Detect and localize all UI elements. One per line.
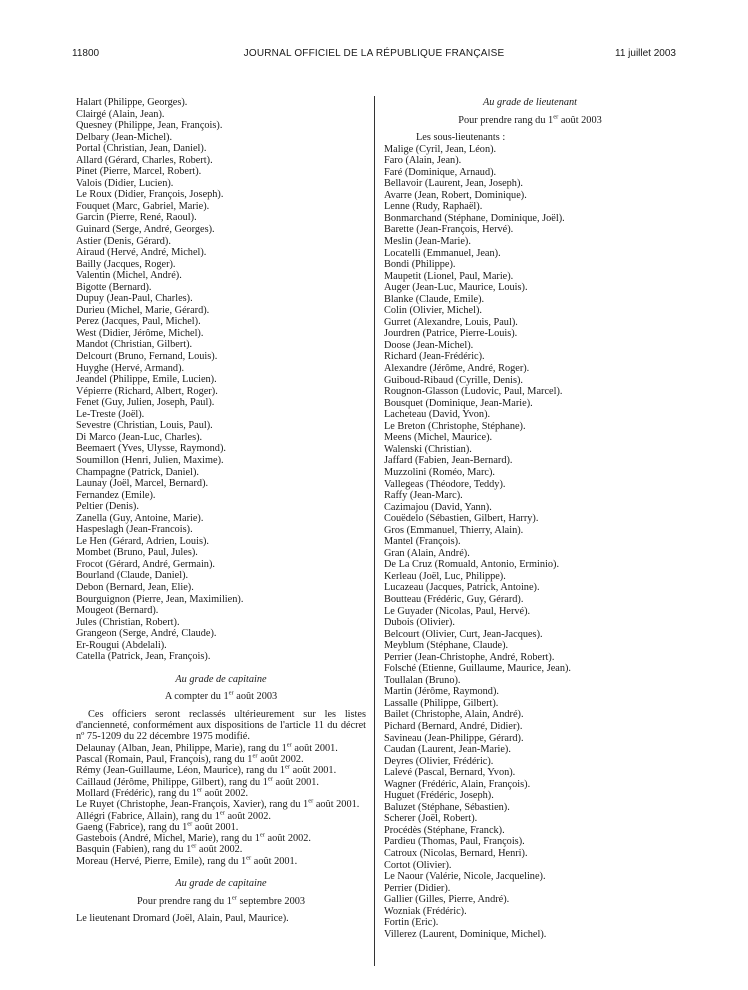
list-item: Avarre (Jean, Robert, Dominique). <box>384 189 527 201</box>
list-item: Faré (Dominique, Arnaud). <box>384 166 497 178</box>
list-item: Fenet (Guy, Julien, Joseph, Paul). <box>76 397 215 409</box>
list-item: Richard (Jean-Frédéric). <box>384 351 485 363</box>
list-item: Delcourt (Bruno, Fernand, Louis). <box>76 351 218 363</box>
list-item: Durieu (Michel, Marie, Gérard). <box>76 304 210 316</box>
column-divider <box>374 96 375 966</box>
list-item: Valois (Didier, Lucien). <box>76 177 174 189</box>
list-item: Mandot (Christian, Gilbert). <box>76 339 193 351</box>
list-item: Baluzet (Stéphane, Sébastien). <box>384 801 510 813</box>
list-item: Gran (Alain, André). <box>384 547 470 559</box>
list-item: Bondi (Philippe). <box>384 259 456 271</box>
list-item: Bousquet (Dominique, Jean-Marie). <box>384 397 533 409</box>
officer-list-left <box>76 97 366 663</box>
list-item: Soumillon (Henri, Julien, Maxime). <box>76 454 224 466</box>
list-item: Guiboud-Ribaud (Cyrille, Denis). <box>384 374 523 386</box>
list-item: Le Ruyet (Christophe, Jean-François, Xavier), rang du 1er août 2001. <box>76 797 360 811</box>
list-item: Meslin (Jean-Marie). <box>384 236 471 248</box>
section-subheading-date-3: Pour prendre rang du 1er août 2003 <box>458 113 602 126</box>
list-item: Bellavoir (Laurent, Jean, Joseph). <box>384 178 523 190</box>
list-item: Beemaert (Yves, Ulysse, Raymond). <box>76 443 226 455</box>
list-item: Jourdren (Patrice, Pierre-Louis). <box>384 328 518 340</box>
group-label: Les sous-lieutenants : <box>416 132 506 144</box>
list-item: Kerleau (Joël, Luc, Philippe). <box>384 570 506 582</box>
spacer <box>76 867 366 878</box>
list-item: De La Cruz (Romuald, Antonio, Erminio). <box>384 559 560 571</box>
list-item: Gros (Emmanuel, Thierry, Alain). <box>384 524 524 536</box>
list-item: Zanella (Guy, Antoine, Marie). <box>76 512 204 524</box>
list-item: Jeandel (Philippe, Emile, Lucien). <box>76 374 217 386</box>
list-item: Colin (Olivier, Michel). <box>384 305 482 317</box>
list-item: Doose (Jean-Michel). <box>384 339 474 351</box>
list-item: Frocot (Gérard, André, Germain). <box>76 558 215 570</box>
list-item: Mantel (François). <box>384 536 461 548</box>
list-item: Savineau (Jean-Philippe, Gérard). <box>384 732 524 744</box>
reclassification-paragraph: Ces officiers seront reclassés ultérieurement sur les listes d'ancienneté, conformément aux dispositions de l'article 11 du décret nº 75-1209 du 22 décembre 1975 modifié. <box>76 708 366 743</box>
list-item: Folsché (Etienne, Guillaume, Maurice, Jean). <box>384 663 571 675</box>
list-item: Lalevé (Pascal, Bernard, Yvon). <box>384 767 516 779</box>
list-item: Pascal (Romain, Paul, François), rang du 1er août 2002. <box>76 752 304 766</box>
list-item: Delbary (Jean-Michel). <box>76 131 173 143</box>
list-item: Martin (Jérôme, Raymond). <box>384 686 499 698</box>
list-item: Lassalle (Philippe, Gilbert). <box>384 697 499 709</box>
list-item: Airaud (Hervé, André, Michel). <box>76 247 207 259</box>
list-item: Lacheteau (David, Yvon). <box>384 409 491 421</box>
list-item: Le lieutenant Dromard (Joël, Alain, Paul, Maurice). <box>76 913 289 925</box>
list-item: Caillaud (Jérôme, Philippe, Gilbert), rang du 1er août 2001. <box>76 775 319 788</box>
list-item: Barette (Jean-François, Hervé). <box>384 224 514 236</box>
list-item: Scherer (Joël, Robert). <box>384 813 478 825</box>
list-item: Caudan (Laurent, Jean-Marie). <box>384 744 511 756</box>
list-item: Vépierre (Richard, Albert, Roger). <box>76 385 218 397</box>
list-item: Le Roux (Didier, François, Joseph). <box>76 189 224 201</box>
list-item: Le Hen (Gérard, Adrien, Louis). <box>76 535 209 547</box>
list-item: Rémy (Jean-Guillaume, Léon, Maurice), rang du 1er août 2001. <box>76 763 337 777</box>
list-item: Lenne (Rudy, Raphaël). <box>384 201 483 213</box>
list-item: Malige (Cyril, Jean, Léon). <box>384 143 497 155</box>
list-item: Bailly (Jacques, Roger). <box>76 258 176 270</box>
list-item: Bourland (Claude, Daniel). <box>76 570 189 582</box>
section-subheading-date-2: Pour prendre rang du 1er septembre 2003 <box>136 894 306 907</box>
list-item: Launay (Joël, Marcel, Bernard). <box>76 478 209 490</box>
list-item: Muzzolini (Roméo, Marc). <box>384 466 495 478</box>
page-number: 11800 <box>72 48 100 59</box>
list-item: Astier (Denis, Gérard). <box>76 235 171 247</box>
list-item: Le Naour (Valérie, Nicole, Jacqueline). <box>384 871 546 883</box>
list-item: Dupuy (Jean-Paul, Charles). <box>76 293 193 305</box>
list-item: Er-Rougui (Abdelali). <box>76 639 167 651</box>
list-item: Jaffard (Fabien, Jean-Bernard). <box>384 455 513 467</box>
list-item: Sevestre (Christian, Louis, Paul). <box>76 420 213 432</box>
list-item: Portal (Christian, Jean, Daniel). <box>76 143 207 155</box>
list-item: Le Breton (Christophe, Stéphane). <box>384 420 526 432</box>
list-item: Jules (Christian, Robert). <box>76 616 180 628</box>
list-item: Pardieu (Thomas, Paul, François). <box>384 836 525 848</box>
list-item: Gastebois (André, Michel, Marie), rang du 1er août 2002. <box>76 831 311 845</box>
list-item: Mougeot (Bernard). <box>76 605 159 617</box>
list-item: Bigotte (Bernard). <box>76 281 152 293</box>
list-item: Grangeon (Serge, André, Claude). <box>76 628 217 640</box>
list-item: Deyres (Olivier, Frédéric). <box>384 755 494 767</box>
list-item: Clairgé (Alain, Jean). <box>76 108 165 120</box>
list-item: Fortin (Eric). <box>384 917 439 929</box>
list-item: Meens (Michel, Maurice). <box>384 432 493 444</box>
list-item: Allard (Gérard, Charles, Robert). <box>76 154 213 166</box>
list-item: Champagne (Patrick, Daniel). <box>76 466 199 478</box>
list-item: Garcin (Pierre, René, Raoul). <box>76 212 197 224</box>
left-column <box>76 97 366 925</box>
section-heading-capitaine-2: Au grade de capitaine <box>175 878 267 890</box>
right-column <box>384 97 676 940</box>
list-item: Couëdelo (Sébastien, Gilbert, Harry). <box>384 513 539 525</box>
section-heading-lieutenant: Au grade de lieutenant <box>482 97 578 108</box>
list-item: Faro (Alain, Jean). <box>384 155 462 167</box>
list-item: Bailet (Christophe, Alain, André). <box>384 709 524 721</box>
list-item: Peltier (Denis). <box>76 501 139 513</box>
list-item: Debon (Bernard, Jean, Elie). <box>76 581 194 593</box>
list-item: Di Marco (Jean-Luc, Charles). <box>76 431 203 443</box>
list-item: Lucazeau (Jacques, Patrick, Antoine). <box>384 582 540 594</box>
list-item: Bonmarchand (Stéphane, Dominique, Joël). <box>384 212 565 224</box>
list-item: Halart (Philippe, Georges). <box>76 97 188 108</box>
list-item: Mombet (Bruno, Paul, Jules). <box>76 547 198 559</box>
list-item: Fouquet (Marc, Gabriel, Marie). <box>76 200 210 212</box>
list-item: Huyghe (Hervé, Armand). <box>76 362 185 374</box>
list-item: Moreau (Hervé, Pierre, Emile), rang du 1er août 2001. <box>76 854 298 867</box>
list-item: Toullalan (Bruno). <box>384 674 461 686</box>
list-item: Auger (Jean-Luc, Maurice, Louis). <box>384 282 528 294</box>
list-item: Cortot (Olivier). <box>384 859 452 871</box>
capitaine-rank-list <box>76 743 366 867</box>
list-item: Pinet (Pierre, Marcel, Robert). <box>76 166 202 178</box>
list-item: West (Didier, Jérôme, Michel). <box>76 327 204 339</box>
list-item: Villerez (Laurent, Dominique, Michel). <box>384 928 547 940</box>
list-item: Pichard (Bernard, André, Didier). <box>384 720 523 732</box>
list-item: Locatelli (Emmanuel, Jean). <box>384 247 501 259</box>
list-item: Rougnon-Glasson (Ludovic, Paul, Marcel). <box>384 386 563 398</box>
list-item: Alexandre (Jérôme, André, Roger). <box>384 363 530 375</box>
list-item: Le Guyader (Nicolas, Paul, Hervé). <box>384 605 531 617</box>
list-item: Allégri (Fabrice, Allain), rang du 1er août 2002. <box>76 809 271 822</box>
list-item: Blanke (Claude, Emile). <box>384 293 485 305</box>
journal-title: JOURNAL OFFICIEL DE LA RÉPUBLIQUE FRANÇAISE <box>243 48 505 59</box>
list-item: Guinard (Serge, André, Georges). <box>76 224 215 236</box>
list-item: Maupetit (Lionel, Paul, Marie). <box>384 270 514 282</box>
section-subheading-date-1: A compter du 1er août 2003 <box>164 689 278 703</box>
list-item: Catroux (Nicolas, Bernard, Henri). <box>384 848 528 859</box>
list-item: Vallegeas (Théodore, Teddy). <box>384 478 506 490</box>
list-item: Boutteau (Frédéric, Guy, Gérard). <box>384 593 524 605</box>
list-item: Meyblum (Stéphane, Claude). <box>384 640 509 652</box>
list-item: Raffy (Jean-Marc). <box>384 490 463 502</box>
list-item: Basquin (Fabien), rang du 1er août 2002. <box>76 843 243 856</box>
list-item: Wagner (Frédéric, Alain, François). <box>384 778 531 790</box>
list-item: Wozniak (Frédéric). <box>384 905 467 917</box>
issue-date: 11 juillet 2003 <box>615 48 676 59</box>
list-item: Gaeng (Fabrice), rang du 1er août 2001. <box>76 820 239 833</box>
list-item: Cazimajou (David, Yann). <box>384 501 492 513</box>
list-item: Dubois (Olivier). <box>384 617 455 629</box>
list-item: Le-Treste (Joël). <box>76 408 145 420</box>
list-item: Fernandez (Emile). <box>76 489 156 501</box>
list-item: Perrier (Didier). <box>384 882 451 894</box>
page-header <box>72 48 676 64</box>
section-heading-capitaine-1: Au grade de capitaine <box>175 673 267 685</box>
list-item: Belcourt (Olivier, Curt, Jean-Jacques). <box>384 628 543 640</box>
list-item: Perez (Jacques, Paul, Michel). <box>76 316 201 328</box>
list-item: Walenski (Christian). <box>384 443 472 455</box>
list-item: Quesney (Philippe, Jean, François). <box>76 120 223 132</box>
spacer <box>76 663 366 674</box>
list-item: Huguet (Frédéric, Joseph). <box>384 790 494 802</box>
list-item: Catella (Patrick, Jean, François). <box>76 651 211 663</box>
list-item: Valentin (Michel, André). <box>76 270 182 282</box>
list-item: Delaunay (Alban, Jean, Philippe, Marie), rang du 1er août 2001. <box>76 741 338 754</box>
list-item: Gurret (Alexandre, Louis, Paul). <box>384 316 518 328</box>
list-item: Gallier (Gilles, Pierre, André). <box>384 894 510 906</box>
officer-list-right <box>384 144 676 941</box>
list-item: Bourguignon (Pierre, Jean, Maximilien). <box>76 593 244 605</box>
list-item: Procédès (Stéphane, Franck). <box>384 824 505 836</box>
list-item: Haspeslagh (Jean-Francois). <box>76 524 193 536</box>
list-item: Mollard (Frédéric), rang du 1er août 2002. <box>76 786 249 799</box>
list-item: Perrier (Jean-Christophe, André, Robert). <box>384 651 555 663</box>
